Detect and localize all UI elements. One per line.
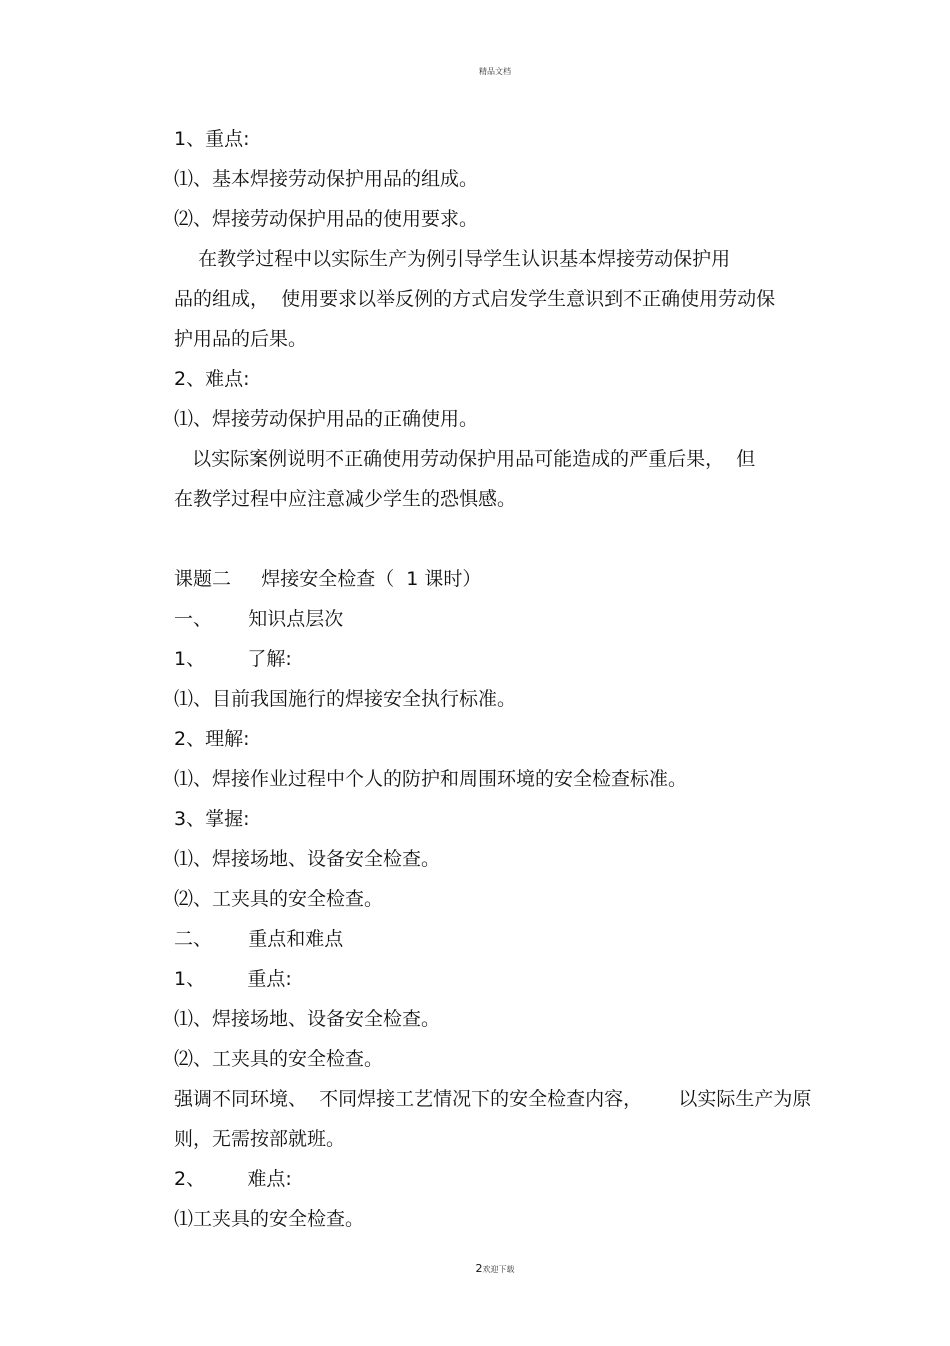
text-line: 以实际案例说明不正确使用劳动保护用品可能造成的严重后果， 但 — [174, 448, 756, 470]
page-footer — [0, 1262, 950, 1275]
text-line: 强调不同环境、 不同焊接工艺情况下的安全检查内容， 以实际生产为原 — [174, 1088, 812, 1110]
text-line: ⑵、焊接劳动保护用品的使用要求。 — [174, 208, 479, 230]
text-line: ⑴、焊接场地、设备安全检查。 — [174, 1008, 441, 1030]
page-number: 2 — [475, 1262, 483, 1275]
text-line: 1、 了解: — [174, 648, 292, 670]
text-line: 在教学过程中应注意减少学生的恐惧感。 — [174, 488, 517, 510]
text-line: 3、掌握: — [174, 808, 250, 830]
text-line: 护用品的后果。 — [174, 328, 308, 350]
text-line: 二、 重点和难点 — [174, 928, 344, 950]
text-line: 品的组成， 使用要求以举反例的方式启发学生意识到不正确使用劳动保 — [174, 288, 776, 310]
text-line: ⑴、基本焊接劳动保护用品的组成。 — [174, 168, 479, 190]
text-line: ⑴、焊接作业过程中个人的防护和周围环境的安全检查标准。 — [174, 768, 688, 790]
footer-text: 欢迎下载 — [482, 1265, 515, 1274]
text-line: 2、 难点: — [174, 1168, 292, 1190]
text-line: 2、理解: — [174, 728, 250, 750]
section-heading: 课题二 焊接安全检查（ 1 课时） — [174, 568, 482, 590]
text-line: ⑵、工夹具的安全检查。 — [174, 1048, 384, 1070]
page-header: 精品文档 — [479, 67, 511, 76]
text-line: ⑴工夹具的安全检查。 — [174, 1208, 365, 1230]
text-line: ⑴、目前我国施行的焊接安全执行标准。 — [174, 688, 517, 710]
text-line: 一、 知识点层次 — [174, 608, 344, 630]
text-line: ⑵、工夹具的安全检查。 — [174, 888, 384, 910]
text-line: ⑴、焊接场地、设备安全检查。 — [174, 848, 441, 870]
text-line: 则，无需按部就班。 — [174, 1128, 346, 1150]
text-line: 1、重点: — [174, 128, 250, 150]
text-line: 2、难点: — [174, 368, 250, 390]
text-line: ⑴、焊接劳动保护用品的正确使用。 — [174, 408, 479, 430]
text-line: 1、 重点: — [174, 968, 292, 990]
text-line: 在教学过程中以实际生产为例引导学生认识基本焊接劳动保护用 — [174, 248, 731, 270]
